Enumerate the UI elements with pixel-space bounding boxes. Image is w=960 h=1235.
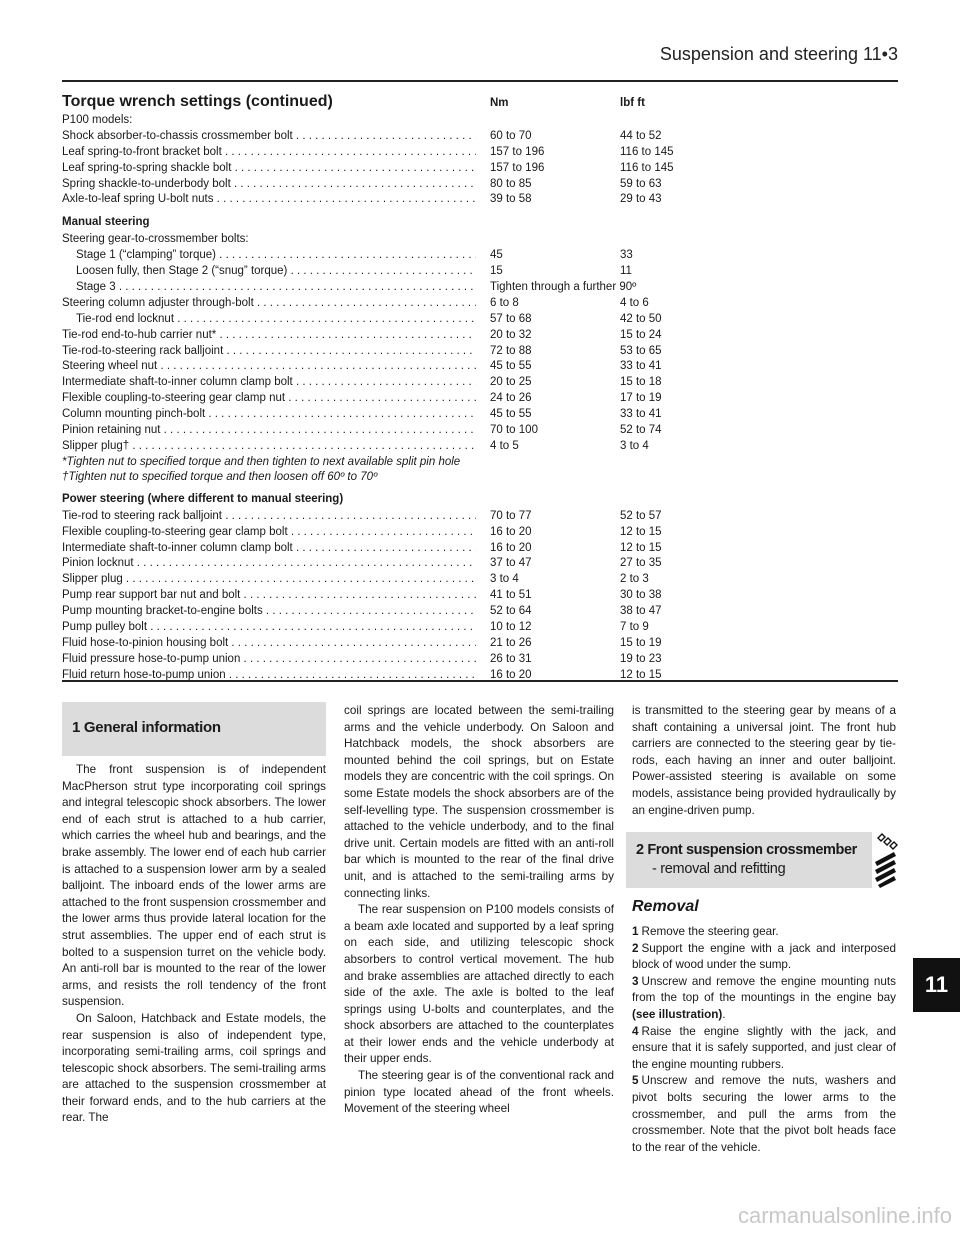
table-row (62, 423, 902, 439)
section-subtitle: - removal and refitting (652, 861, 786, 877)
row-nm: 157 to 196 (490, 145, 545, 158)
row-nm: 70 to 77 (490, 509, 532, 522)
row-nm: 60 to 70 (490, 129, 532, 142)
gear-bolts-heading: Steering gear-to-crossmember bolts: (62, 233, 249, 246)
row-nm: 41 to 51 (490, 589, 532, 602)
row-label: Leaf spring-to-front bracket bolt . . . (62, 145, 476, 161)
row-label: Flexible coupling-to-steering gear clamp nut . . . (62, 391, 476, 407)
torque-title: Torque wrench settings (continued) (62, 93, 333, 110)
row-lbft: 11 (620, 265, 632, 278)
table-row (62, 264, 902, 280)
section-2-heading (626, 832, 872, 888)
row-lbft: 30 to 38 (620, 589, 662, 602)
row-lbft: 4 to 6 (620, 296, 649, 309)
row-nm: 70 to 100 (490, 424, 538, 437)
column-header-nm: Nm (490, 97, 509, 109)
row-label: Flexible coupling-to-steering gear clamp bolt . . . (62, 525, 476, 541)
step-text: Remove the steering gear. (641, 925, 779, 938)
row-lbft: 3 to 4 (620, 439, 649, 452)
list-item (632, 1073, 896, 1156)
row-label: Spring shackle-to-underbody bolt . . . (62, 177, 476, 193)
section-2-title-line (636, 842, 857, 858)
row-nm: 37 to 47 (490, 557, 532, 570)
section-1-heading-text (72, 719, 221, 736)
row-label: Intermediate shaft-to-inner column clamp bolt . . . (62, 375, 476, 391)
row-nm: 10 to 12 (490, 621, 532, 634)
row-nm: Tighten through a further 90º (490, 281, 637, 294)
row-label: Column mounting pinch-bolt . . . (62, 407, 476, 423)
row-nm: 15 (490, 265, 503, 278)
row-nm: 6 to 8 (490, 296, 519, 309)
row-nm: 52 to 64 (490, 605, 532, 618)
table-row (62, 161, 902, 177)
section-title: General information (83, 719, 221, 736)
page-title: Suspension and steering 11•3 (659, 44, 898, 64)
row-lbft: 29 to 43 (620, 193, 662, 206)
section-divider (62, 680, 898, 682)
row-lbft: 42 to 50 (620, 312, 662, 325)
table-row (62, 572, 902, 588)
p100-heading: P100 models: (62, 114, 133, 126)
step-number: 2 (632, 941, 639, 955)
row-label: Tie-rod-to-steering rack balljoint . . . (62, 344, 476, 360)
column-2-text (344, 703, 614, 1118)
table-row (62, 312, 902, 328)
row-label: Tie-rod end-to-hub carrier nut* . . . (62, 328, 476, 344)
row-lbft: 15 to 19 (620, 636, 662, 649)
table-row (62, 375, 902, 391)
row-label: Slipper plug . . . (62, 572, 476, 588)
removal-steps (632, 924, 896, 1156)
footnote-split-pin: *Tighten nut to specified torque and then tighten to next available split pin hole (62, 455, 461, 468)
row-lbft: 52 to 74 (620, 424, 662, 437)
table-row (62, 359, 902, 375)
table-row (62, 192, 902, 208)
row-label: Slipper plug† . . . (62, 439, 476, 455)
row-label: Intermediate shaft-to-inner column clamp bolt . . . (62, 541, 476, 557)
row-label: Pinion locknut . . . (62, 556, 476, 572)
table-row (62, 391, 902, 407)
watermark: carmanualsonline.info (737, 1203, 952, 1228)
row-label: Tie-rod end locknut . . . (76, 312, 476, 328)
row-label: Fluid hose-to-pinion housing bolt . . . (62, 636, 476, 652)
row-lbft: 2 to 3 (620, 573, 649, 586)
row-label: Pump rear support bar nut and bolt . . . (62, 588, 476, 604)
paragraph: The front suspension is of independent MacPherson strut type incorporating coil springs and integral telescopic shock absorbers. The lower end of each strut is attached to a hub carrier, which carries the wheel hub and bearings, and the brake assembly. The lower end of each hub carrier is attached to a suspension lower arm by a sealed balljoint. The inboard ends of the lower arms are attached to the front suspension crossmember and the lower arms thus provide lateral location for the strut assemblies. The upper end of each strut is bolted to a suspension turret on the vehicle body. An anti-roll bar is mounted to the rear of the lower arms, and resists the roll tendency of the front suspension. (62, 763, 326, 1009)
row-lbft: 15 to 24 (620, 328, 662, 341)
row-nm: 21 to 26 (490, 636, 532, 649)
step-text: Support the engine with a jack and interposed block of wood under the sump. (632, 941, 896, 972)
table-row (62, 541, 902, 557)
row-lbft: 33 to 41 (620, 408, 662, 421)
column-header-lbft: lbf ft (620, 97, 645, 109)
row-lbft: 12 to 15 (620, 668, 662, 681)
row-nm: 3 to 4 (490, 573, 519, 586)
row-nm: 57 to 68 (490, 312, 532, 325)
manual-steering-heading: Manual steering (62, 216, 150, 229)
step-number: 5 (632, 1074, 639, 1088)
table-row (62, 588, 902, 604)
row-nm: 24 to 26 (490, 392, 532, 405)
row-nm: 80 to 85 (490, 177, 532, 190)
row-nm: 16 to 20 (490, 525, 532, 538)
row-nm: 45 to 55 (490, 408, 532, 421)
row-label: Pump mounting bracket-to-engine bolts . . . (62, 604, 476, 620)
row-nm: 4 to 5 (490, 439, 519, 452)
removal-heading: Removal (632, 898, 699, 915)
list-item (632, 974, 896, 1024)
wrench-difficulty-icon (872, 832, 902, 888)
row-nm: 157 to 196 (490, 161, 545, 174)
row-label: Pump pulley bolt . . . (62, 620, 476, 636)
row-nm: 20 to 25 (490, 376, 532, 389)
column-1-text (62, 762, 326, 1127)
row-lbft: 59 to 63 (620, 177, 662, 190)
row-lbft: 38 to 47 (620, 605, 662, 618)
row-lbft: 33 (620, 249, 633, 262)
step-number: 1 (632, 925, 639, 938)
list-item (632, 924, 896, 941)
table-row (62, 509, 902, 525)
section-number: 1 (72, 719, 81, 736)
row-nm: 16 to 20 (490, 541, 532, 554)
row-nm: 20 to 32 (490, 328, 532, 341)
row-nm: 45 (490, 249, 503, 262)
row-lbft: 7 to 9 (620, 621, 649, 634)
row-nm: 16 to 20 (490, 668, 532, 681)
list-item (632, 1024, 896, 1074)
row-lbft: 19 to 23 (620, 652, 662, 665)
step-text: Unscrew and remove the engine mounting nuts from the top of the mountings in the engine bay (632, 974, 896, 1005)
table-row (62, 296, 902, 312)
row-label: Stage 1 (“clamping” torque) . . . (76, 248, 476, 264)
illustration-reference: (see illustration) (632, 1007, 723, 1021)
step-number: 3 (632, 974, 639, 988)
row-lbft: 12 to 15 (620, 541, 662, 554)
row-lbft: 17 to 19 (620, 392, 662, 405)
row-label: Tie-rod to steering rack balljoint . . . (62, 509, 476, 525)
row-lbft: 15 to 18 (620, 376, 662, 389)
row-nm: 45 to 55 (490, 360, 532, 373)
chapter-tab: 11 (913, 958, 960, 1012)
table-row (62, 525, 902, 541)
row-label: Pinion retaining nut . . . (62, 423, 476, 439)
step-number: 4 (632, 1024, 639, 1038)
paragraph: is transmitted to the steering gear by means of a shaft containing a universal joint. The front hub carriers are connected to the steering gear by tie-rods, each having an inner and outer balljoint. Power-assisted steering is available on some models, assistance being provided hydraulically by an engine-driven pump. (632, 704, 896, 817)
table-row (62, 145, 902, 161)
footnote-slipper-plug: †Tighten nut to specified torque and then loosen off 60º to 70º (62, 470, 378, 483)
row-lbft: 53 to 65 (620, 344, 662, 357)
section-1-heading (62, 702, 326, 756)
table-row (62, 280, 902, 296)
table-row (62, 652, 902, 668)
row-label: Axle-to-leaf spring U-bolt nuts . . . (62, 192, 476, 208)
table-row (62, 177, 902, 193)
row-lbft: 27 to 35 (620, 557, 662, 570)
row-label: Fluid pressure hose-to-pump union . . . (62, 652, 476, 668)
power-steering-heading: Power steering (where different to manual steering) (62, 492, 344, 505)
row-lbft: 52 to 57 (620, 509, 662, 522)
table-row (62, 344, 902, 360)
row-label: Fluid return hose-to-pump union . . . (62, 668, 476, 684)
paragraph: coil springs are located between the semi-trailing arms and the vehicle underbody. On Saloon and Hatchback models, the shock absorbers are mounted behind the coil springs, but on Estate models they are concentric with the coil springs. On some Estate models the shock absorbers are of the self-levelling type. The suspension crossmember is attached to the vehicle underbody, and to the final drive unit. Certain models are fitted with an anti-roll bar which is mounted to the rear of the final drive unit, and is attached to the semi-trailing arms by connecting links. (344, 704, 614, 900)
torque-table (62, 113, 902, 684)
row-lbft: 116 to 145 (620, 145, 674, 158)
paragraph: On Saloon, Hatchback and Estate models, the rear suspension is also of independent type, incorporating semi-trailing arms, coil springs and telescopic shock absorbers. The semi-trailing arms are attached to the suspension crossmember at their forward ends, and to the hub carriers at the rear. The (62, 1011, 326, 1125)
table-row (62, 129, 902, 145)
step-text: Raise the engine slightly with the jack, and ensure that it is safely supported, and just clear of the engine mounting rubbers. (632, 1024, 896, 1071)
list-item (632, 941, 896, 974)
paragraph: The rear suspension on P100 models consists of a beam axle located and supported by a leaf spring on each side, and utilizing telescopic shock absorbers to control vertical movement. The hub and brake assemblies are attached directly to each side of the axle. The axle is bolted to the leaf springs using U-bolts and counterplates, and the shock absorbers are attached to the counterplates at their lower ends and the vehicle underbody at their upper ends. (344, 903, 614, 1066)
row-lbft: 44 to 52 (620, 129, 662, 142)
table-row (62, 328, 902, 344)
row-nm: 26 to 31 (490, 652, 532, 665)
row-label: Leaf spring-to-spring shackle bolt . . . (62, 161, 476, 177)
section-title: Front suspension crossmember (647, 842, 857, 858)
table-row (62, 407, 902, 423)
step-text: Unscrew and remove the nuts, washers and pivot bolts securing the lower arms to the crossmember, and pull the arms from the crossmember. Note that the pivot bolt heads face to the rear of the vehicle. (632, 1074, 896, 1154)
row-label: Steering wheel nut . . . (62, 359, 476, 375)
row-nm: 39 to 58 (490, 193, 532, 206)
table-row (62, 439, 902, 455)
row-label: Shock absorber-to-chassis crossmember bolt . . . (62, 129, 476, 145)
column-3-text (632, 703, 896, 819)
row-label: Steering column adjuster through-bolt . . . (62, 296, 476, 312)
row-lbft: 33 to 41 (620, 360, 662, 373)
row-lbft: 116 to 145 (620, 161, 674, 174)
section-number: 2 (636, 842, 644, 858)
row-lbft: 12 to 15 (620, 525, 662, 538)
table-row (62, 248, 902, 264)
step-punctuation: . (722, 1007, 726, 1021)
row-label: Stage 3 . . . (76, 280, 476, 296)
table-row (62, 636, 902, 652)
paragraph: The steering gear is of the conventional rack and pinion type located ahead of the front wheels. Movement of the steering wheel (344, 1069, 614, 1116)
table-row (62, 556, 902, 572)
page-header (62, 36, 898, 82)
table-row (62, 620, 902, 636)
row-nm: 72 to 88 (490, 344, 532, 357)
row-label: Loosen fully, then Stage 2 (“snug” torque) . . . (76, 264, 476, 280)
table-row (62, 604, 902, 620)
